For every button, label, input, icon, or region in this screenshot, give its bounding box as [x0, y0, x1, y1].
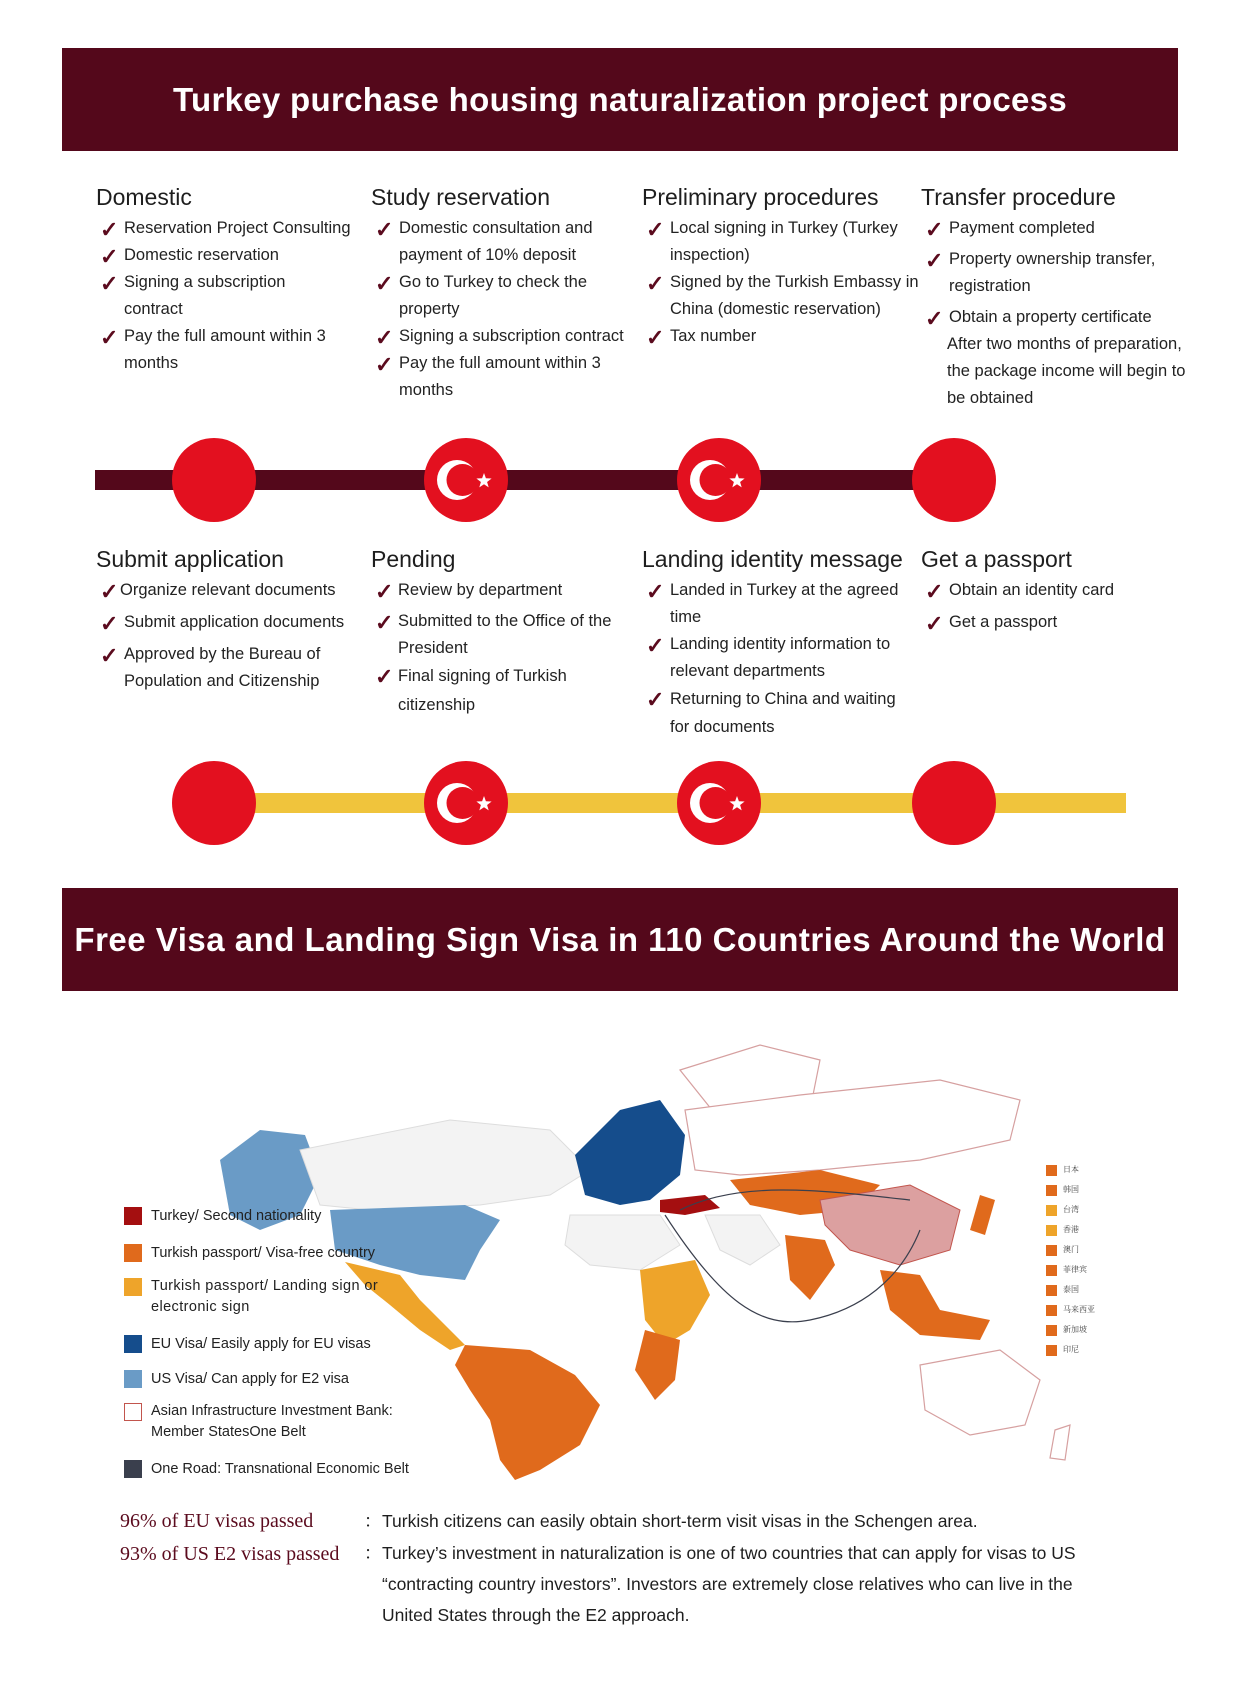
step-title: Submit application — [96, 546, 284, 572]
step-item: ✓ Tax number — [642, 323, 917, 350]
legend-swatch-icon — [124, 1370, 142, 1388]
step-item: ✓ Pay the full amount within 3 months — [100, 325, 326, 372]
process-banner — [62, 48, 1178, 151]
check-icon: ✓ — [375, 352, 394, 377]
step-title: Transfer procedure — [921, 184, 1116, 210]
mini-legend-item: 台湾 — [1046, 1204, 1106, 1218]
legend-swatch-icon — [124, 1207, 142, 1225]
step-pending — [371, 546, 646, 720]
mini-legend-item: 马来西亚 — [1046, 1304, 1106, 1318]
step-submit-application — [96, 546, 371, 695]
step-title: Preliminary procedures — [642, 184, 879, 210]
step-item: ✓ Pay the full amount within 3 months — [375, 352, 601, 399]
timeline-node — [912, 761, 996, 845]
legend-swatch-icon — [124, 1244, 142, 1262]
mini-legend-item: 日本 — [1046, 1164, 1106, 1178]
check-icon: ✓ — [100, 244, 119, 269]
step-title: Get a passport — [921, 546, 1072, 572]
check-icon: ✓ — [100, 325, 119, 350]
check-icon: ✓ — [646, 633, 665, 658]
mini-legend-item: 香港 — [1046, 1224, 1106, 1238]
mini-legend-item: 澳门 — [1046, 1244, 1106, 1258]
check-icon: ✓ — [375, 610, 394, 635]
check-icon: ✓ — [925, 579, 944, 604]
step-transfer-procedure — [921, 184, 1196, 412]
check-icon: ✓ — [375, 325, 394, 350]
step-domestic — [96, 184, 371, 377]
step-item: ✓ Review by department — [371, 577, 646, 604]
step-item: ✓ Submit application documents — [96, 609, 371, 636]
crescent-star-icon — [424, 438, 508, 522]
eu-visa-stat: 96% of EU visas passed — [120, 1510, 314, 1532]
legend-swatch-icon — [124, 1403, 142, 1421]
check-icon: ✓ — [646, 579, 665, 604]
step-landing-identity-message — [642, 546, 917, 741]
check-icon: ✓ — [375, 664, 394, 689]
us-visa-stat: 93% of US E2 visas passed — [120, 1543, 340, 1565]
visa-title: Free Visa and Landing Sign Visa in 110 Countries Around the World — [74, 920, 1166, 958]
step-item: ✓ Landing identity information to relevant departments — [646, 633, 891, 680]
check-icon: ✓ — [646, 687, 665, 712]
step-item: ✓ Signing a subscription contract — [100, 271, 286, 318]
step-item: ✓ Get a passport — [921, 609, 1196, 636]
step-item: ✓ Reservation Project Consulting — [96, 215, 371, 242]
legend-swatch-icon — [124, 1335, 142, 1353]
step-title: Pending — [371, 546, 456, 572]
timeline-node — [172, 438, 256, 522]
mini-legend-item: 韩国 — [1046, 1184, 1106, 1198]
mini-legend-item: 泰国 — [1046, 1284, 1106, 1298]
mini-legend-item: 菲律宾 — [1046, 1264, 1106, 1278]
step-get-a-passport — [921, 546, 1196, 636]
step-item: ✓ Landed in Turkey at the agreed time — [646, 579, 899, 626]
check-icon: ✓ — [100, 643, 119, 668]
step-item: ✓ Returning to China and waiting for documents — [646, 687, 896, 736]
mini-legend-item: 新加坡 — [1046, 1324, 1106, 1338]
step-item: ✓ Submitted to the Office of the President — [375, 610, 612, 657]
check-icon: ✓ — [375, 579, 394, 604]
step-item: ✓ Obtain an identity card — [921, 577, 1196, 604]
check-icon: ✓ — [100, 611, 119, 636]
step-item: ✓ Property ownership transfer, registration — [925, 248, 1156, 295]
eu-visa-note: ： Turkish citizens can easily obtain short-term visit visas in the Schengen area. — [364, 1511, 978, 1531]
crescent-star-icon — [677, 761, 761, 845]
mini-legend-item: 印尼 — [1046, 1344, 1106, 1358]
step-title: Domestic — [96, 184, 192, 210]
step-item: ✓ Go to Turkey to check the property — [375, 271, 588, 318]
step-item: ✓ Domestic reservation — [96, 242, 371, 269]
crescent-star-icon — [424, 761, 508, 845]
turkey-flag-node — [424, 761, 508, 845]
legend-swatch-icon — [124, 1460, 142, 1478]
check-icon: ✓ — [925, 611, 944, 636]
step-item: ✓ Domestic consultation and payment of 10% deposit — [375, 217, 593, 264]
turkey-flag-node — [677, 761, 761, 845]
check-icon: ✓ — [646, 271, 665, 296]
step-item: ✓ Local signing in Turkey (Turkey inspection) — [646, 217, 898, 264]
check-icon: ✓ — [925, 248, 944, 273]
step-item: ✓ Obtain a property certificate — [921, 304, 1196, 331]
step-item: ✓ Payment completed — [921, 215, 1196, 242]
check-icon: ✓ — [925, 217, 944, 242]
timeline-node — [912, 438, 996, 522]
check-icon: ✓ — [646, 325, 665, 350]
check-icon: ✓ — [925, 306, 944, 331]
check-icon: ✓ — [100, 271, 119, 296]
crescent-star-icon — [677, 438, 761, 522]
turkey-flag-node — [424, 438, 508, 522]
check-icon: ✓ — [375, 217, 394, 242]
step-study-reservation — [371, 184, 646, 404]
visa-banner — [62, 888, 1178, 991]
turkey-flag-node — [677, 438, 761, 522]
step-item: ✓ Signed by the Turkish Embassy in China (domestic reservation) — [646, 271, 919, 318]
check-icon: ✓ — [375, 271, 394, 296]
step-title: Study reservation — [371, 184, 550, 210]
step-item: ✓ Signing a subscription contract — [371, 323, 646, 350]
step-note: After two months of preparation, the package income will begin to be obtained — [947, 335, 1186, 407]
check-icon: ✓ — [100, 217, 119, 242]
timeline-node — [172, 761, 256, 845]
step-item: ✓ Final signing of Turkish citizenship — [375, 664, 567, 714]
legend-swatch-icon — [124, 1278, 142, 1296]
step-item: ✓ Organize relevant documents — [96, 577, 371, 604]
check-icon: ✓ — [646, 217, 665, 242]
process-title: Turkey purchase housing naturalization project process — [173, 80, 1067, 118]
step-title: Landing identity message — [642, 546, 903, 572]
check-icon: ✓ — [100, 579, 119, 604]
step-preliminary-procedures — [642, 184, 917, 350]
step-item: ✓ Approved by the Bureau of Population and Citizenship — [100, 643, 321, 690]
us-visa-note: ： Turkey’s investment in naturalization is one of two countries that can apply for visas to US “contracting country investors”. Investors are extremely close relatives who can live in the United States through the E2 approach. — [364, 1543, 1076, 1625]
